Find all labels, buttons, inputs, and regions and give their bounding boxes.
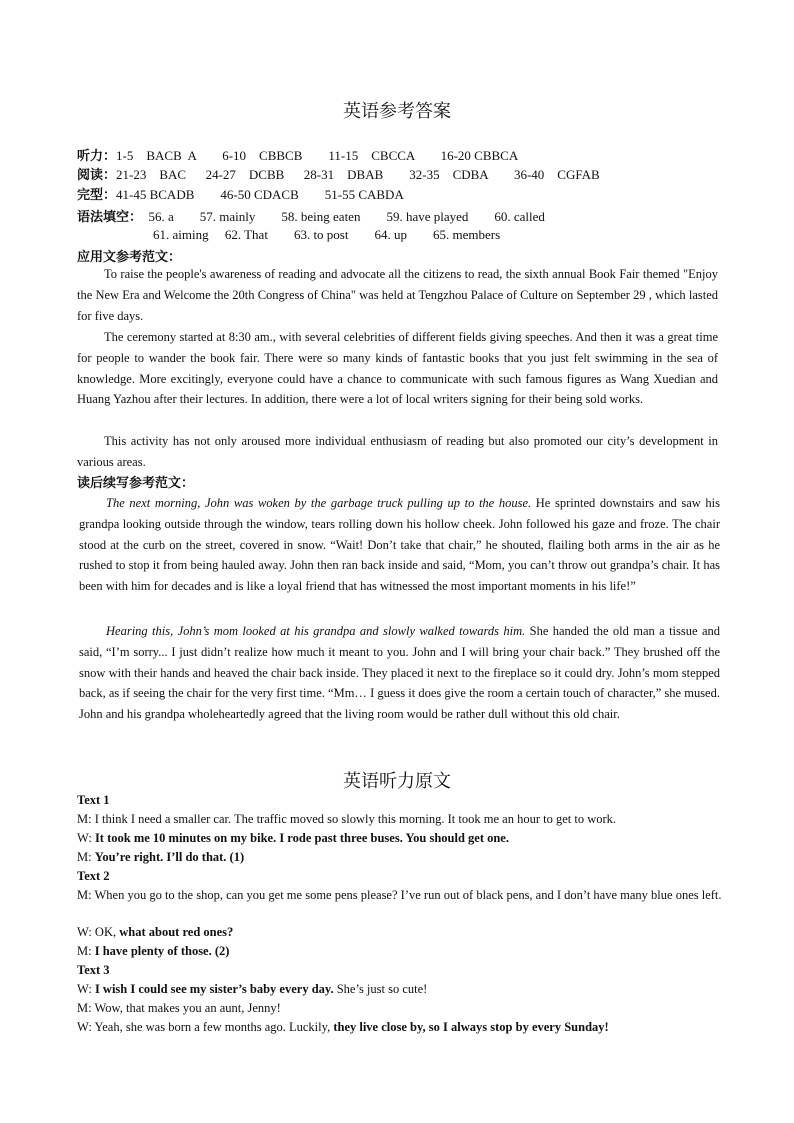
reading-answer-values: 21-23 BAC 24-27 DCBB 28-31 DBAB 32-35 CDBA 36-40 CGFAB	[116, 167, 600, 182]
listening-answer-values: 1-5 BACB A 6-10 CBBCB 11-15 CBCCA 16-20 CBBCA	[116, 148, 519, 163]
grammar-answers	[77, 206, 545, 225]
applied-writing-heading: 应用文参考范文：	[77, 250, 182, 265]
text-2-label: Text 2	[77, 869, 110, 883]
text-1-label: Text 1	[77, 793, 110, 807]
grammar-answer-values-1: 56. a 57. mainly 58. being eaten 59. have played 60. called	[142, 209, 545, 224]
listening-script-title: 英语听力原文	[343, 771, 451, 791]
continuation-paragraph-1-body: He sprinted downstairs and saw his grandpa looking outside through the window, tears rolling down his hollow cheek. John followed his gaze and froze. The chair stood at the curb on the street, covered in snow. “Wait! Don’t take that chair,” he shouted, flailing both arms in the air as he rushed to stop it from being hauled away. John then ran back inside and said, “Mom, you can’t throw out grandpa’s chair. It has been with him for decades and is like a loyal friend that has witnessed the most important moments in his life!”	[79, 496, 720, 594]
applied-writing-paragraph-2: The ceremony started at 8:30 am., with several celebrities of different fields giving speeches. And then it was a great time for people to wander the book fair. There were so many kinds of fantastic books that you just felt swimming in the sea of knowledge. More excitingly, everyone could have a chance to communicate with such famous figures as Wang Xuedian and Huang Yazhou after their lectures. In addition, there were a lot of local writers signing for their being sold works.	[77, 330, 718, 407]
grammar-label: 语法填空：	[77, 210, 143, 225]
text-3-line-3: W: Yeah, she was born a few months ago. Luckily, they live close by, so I always stop by every Sunday!	[77, 1020, 609, 1034]
continuation-paragraph-2-body: She handed the old man a tissue and said, “I’m sorry... I just didn’t realize how much it meant to you. John and I will bring your chair back.” They brushed off the snow with their hands and heaved the chair back inside. They placed it next to the fireplace so it could dry. John’s mom stepped back, as if seeing the chair for the very first time. “Mm… I guess it does give the room a certain touch of character,” she mused. John and his grandpa wholeheartedly agreed that the living room would be rather dull without this old chair.	[79, 624, 720, 722]
reading-label: 阅读：	[77, 168, 117, 183]
listening-label: 听力：	[77, 149, 117, 164]
cloze-answer-values: 41-45 BCADB 46-50 CDACB 51-55 CABDA	[116, 187, 404, 202]
text-3-line-2: M: Wow, that makes you an aunt, Jenny!	[77, 1001, 281, 1015]
reading-answers	[77, 164, 600, 183]
text-1-line-3: M: You’re right. I’ll do that. (1)	[77, 850, 245, 864]
continuation-paragraph-2	[79, 621, 720, 725]
listening-answers	[77, 145, 518, 164]
continuation-paragraph-1-opening: The next morning, John was woken by the garbage truck pulling up to the house.	[106, 496, 532, 510]
text-2-line-3: M: I have plenty of those. (2)	[77, 944, 230, 958]
continuation-paragraph-2-opening: Hearing this, John’s mom looked at his grandpa and slowly walked towards him.	[106, 624, 526, 638]
text-2-line-2: W: OK, what about red ones?	[77, 925, 234, 939]
text-3-line-1: W: I wish I could see my sister’s baby every day. She’s just so cute!	[77, 982, 428, 996]
answer-key-title: 英语参考答案	[343, 101, 451, 121]
text-1-line-1: M: I think I need a smaller car. The traffic moved so slowly this morning. It took me an hour to get to work.	[77, 812, 617, 826]
grammar-answer-values-2: 61. aiming 62. That 63. to post 64. up 65. members	[153, 227, 501, 242]
text-2-line-1: M: When you go to the shop, can you get me some pens please? I’ve run out of black pens, and I don’t have many blue ones left.	[77, 888, 722, 902]
continuation-writing-heading: 读后续写参考范文：	[77, 476, 195, 491]
text-3-label: Text 3	[77, 963, 110, 977]
text-1-line-2: W: It took me 10 minutes on my bike. I rode past three buses. You should get one.	[77, 831, 509, 845]
applied-writing-paragraph-1: To raise the people's awareness of reading and advocate all the citizens to read, the sixth annual Book Fair themed "Enjoy the New Era and Welcome the 20th Congress of China" was held at Tengzhou Palace of Culture on September 29 , which lasted for five days.	[77, 267, 718, 323]
cloze-answers	[77, 184, 404, 203]
continuation-paragraph-1	[79, 493, 720, 597]
cloze-label: 完型：	[77, 188, 117, 203]
applied-writing-paragraph-3: This activity has not only aroused more individual enthusiasm of reading but also promoted our city’s development in various areas.	[77, 434, 718, 469]
